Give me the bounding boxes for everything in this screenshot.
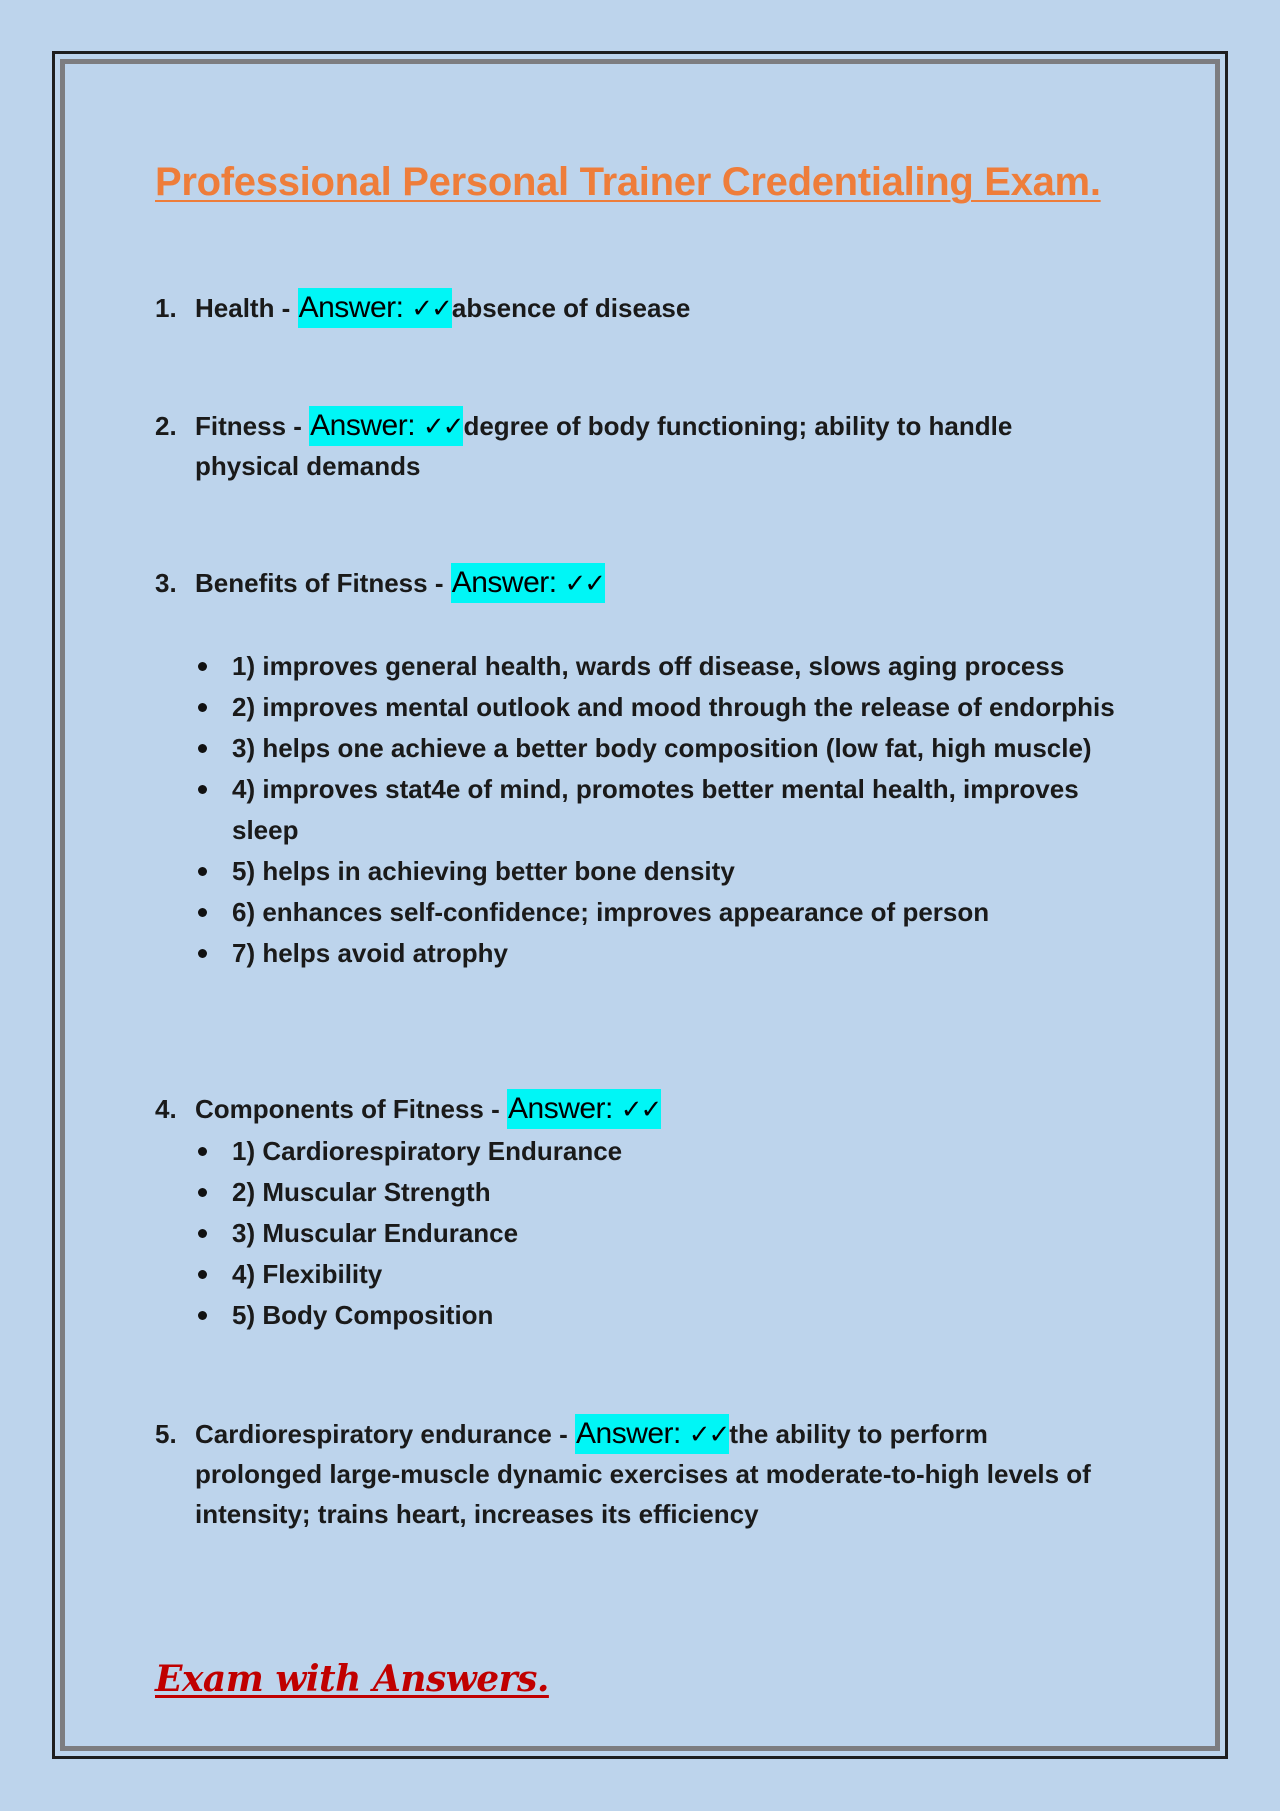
- answer-highlight: [309, 406, 463, 446]
- double-check-icon: ✓✓: [688, 1419, 729, 1449]
- answer-highlight: [507, 1089, 661, 1129]
- question-number: 2.: [155, 411, 177, 441]
- question-term: Cardiorespiratory endurance -: [195, 1419, 568, 1449]
- double-check-icon: ✓✓: [620, 1094, 661, 1124]
- question-term: Health -: [195, 293, 291, 323]
- footer-caption: Exam with Answers.: [155, 1658, 549, 1700]
- question-number: 3.: [155, 568, 177, 598]
- answer-label: Answer:: [508, 1092, 613, 1125]
- document-title: Professional Personal Trainer Credentialing Exam.: [155, 160, 1101, 204]
- list-item: 6) enhances self-confidence; improves appearance of person: [195, 892, 1125, 933]
- answer-label: Answer:: [576, 1417, 681, 1450]
- answer-text: absence of disease: [451, 293, 691, 323]
- list-item: 3) helps one achieve a better body composition (low fat, high muscle): [195, 728, 1125, 769]
- components-list: [195, 1131, 1125, 1336]
- answer-highlight: [451, 563, 605, 603]
- question-number: 1.: [155, 293, 177, 323]
- list-item: 4) improves stat4e of mind, promotes better mental health, improves sleep: [195, 769, 1125, 851]
- list-item: 5) Body Composition: [195, 1295, 1125, 1336]
- question-term: Components of Fitness -: [195, 1094, 500, 1124]
- list-item: 7) helps avoid atrophy: [195, 933, 1125, 974]
- question-1: [155, 288, 1125, 328]
- question-number: 5.: [155, 1419, 177, 1449]
- answer-continuation: prolonged large-muscle dynamic exercises at moderate-to-high levels of intensity; trains heart, increases its efficiency: [195, 1459, 1091, 1529]
- answer-label: Answer:: [310, 409, 416, 442]
- question-3: [155, 563, 1125, 603]
- question-4: [155, 1089, 1125, 1129]
- list-item: 4) Flexibility: [195, 1254, 1125, 1295]
- list-item: 3) Muscular Endurance: [195, 1213, 1125, 1254]
- list-item: 5) helps in achieving better bone density: [195, 851, 1125, 892]
- question-5: [155, 1414, 1125, 1534]
- answer-label: Answer:: [298, 291, 404, 324]
- answer-text: degree of body functioning; ability to handle: [463, 411, 1013, 441]
- question-term: Benefits of Fitness -: [195, 568, 444, 598]
- double-check-icon: ✓✓: [411, 293, 451, 323]
- benefits-list: [195, 646, 1125, 974]
- answer-text: the ability to perform: [729, 1419, 988, 1449]
- list-item: 1) improves general health, wards off disease, slows aging process: [195, 646, 1125, 687]
- double-check-icon: ✓✓: [564, 568, 605, 598]
- answer-continuation: physical demands: [195, 451, 421, 481]
- answer-label: Answer:: [451, 566, 557, 599]
- answer-highlight: [575, 1414, 729, 1454]
- question-term: Fitness -: [195, 411, 302, 441]
- list-item: 2) Muscular Strength: [195, 1172, 1125, 1213]
- question-2: [155, 406, 1125, 486]
- list-item: 2) improves mental outlook and mood through the release of endorphis: [195, 687, 1125, 728]
- list-item: 1) Cardiorespiratory Endurance: [195, 1131, 1125, 1172]
- double-check-icon: ✓✓: [422, 411, 463, 441]
- question-number: 4.: [155, 1094, 177, 1124]
- answer-highlight: [298, 288, 452, 328]
